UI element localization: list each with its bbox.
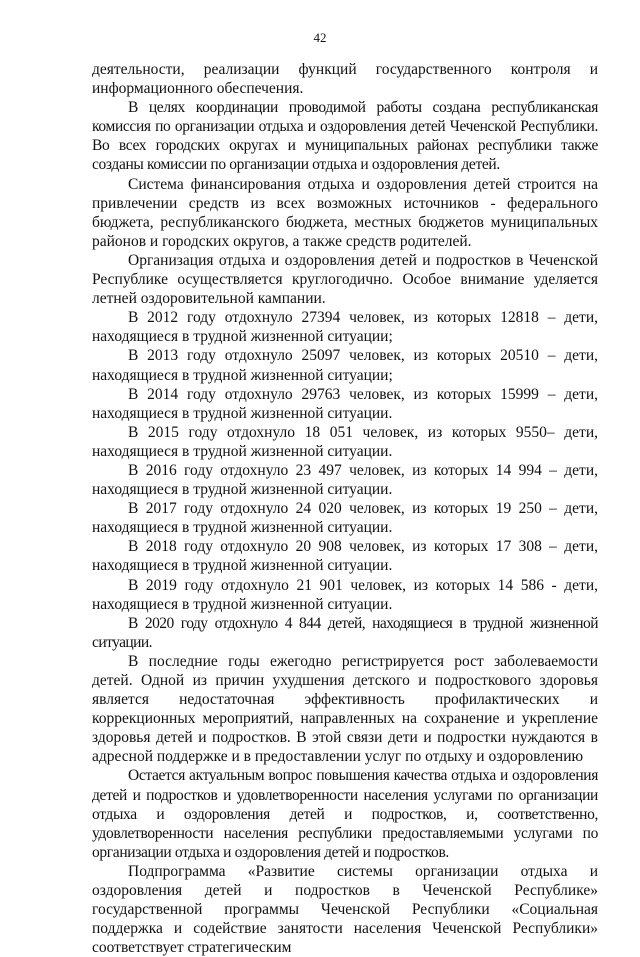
paragraph: В 2019 году отдохнуло 21 901 человек, из которых 14 586 - дети, находящиеся в трудной жизненной ситуации. bbox=[92, 576, 598, 613]
paragraph: Остается актуальным вопрос повышения качества отдыха и оздоровления детей и подростков и удовлетворенности населения услугами по организации отдыха и оздоровления детей и подростков, и, соответственно, удовлетворенности населения республики предоставляемыми услугами по организации отдыха и оздоровления детей и подростков. bbox=[92, 767, 598, 861]
paragraph: В целях координации проводимой работы создана республиканская комиссия по организации отдыха и оздоровления детей Чеченской Республики. Во всех городских округах и муниципальных районах республики также созданы комиссии по организации отдыха и оздоровления детей. bbox=[92, 99, 598, 174]
paragraph: В 2017 году отдохнуло 24 020 человек, из которых 19 250 – дети, находящиеся в трудной жизненной ситуации. bbox=[92, 500, 598, 537]
paragraph: Подпрограмма «Развитие системы организации отдыха и оздоровления детей и подростков в Чеченской Республике» государственной программы Чеченской Республики «Социальная поддержка и содействие занятости населения Чеченской Республики» соответствует стратегическим bbox=[92, 862, 598, 957]
paragraph: В 2018 году отдохнуло 20 908 человек, из которых 17 308 – дети, находящиеся в трудной жизненной ситуации. bbox=[92, 538, 598, 575]
body-text bbox=[92, 60, 598, 957]
page-number: 42 bbox=[313, 30, 327, 45]
paragraph: В 2020 году отдохнуло 4 844 детей, находящиеся в трудной жизненной ситуации. bbox=[92, 614, 598, 651]
paragraph: В 2015 году отдохнуло 18 051 человек, из которых 9550– дети, находящиеся в трудной жизненной ситуации. bbox=[92, 423, 598, 460]
paragraph: В 2012 году отдохнуло 27394 человек, из которых 12818 – дети, находящиеся в трудной жизненной ситуации; bbox=[92, 309, 598, 346]
paragraph: деятельности, реализации функций государственного контроля и информационного обеспечения. bbox=[92, 61, 598, 98]
paragraph: В 2013 году отдохнуло 25097 человек, из которых 20510 – дети, находящиеся в трудной жизненной ситуации; bbox=[92, 347, 598, 384]
paragraph: Система финансирования отдыха и оздоровления детей строится на привлечении средств из всех возможных источников - федерального бюджета, республиканского бюджета, местных бюджетов муниципальных районов и городских округов, а также средств родителей. bbox=[92, 175, 598, 250]
paragraph: В 2016 году отдохнуло 23 497 человек, из которых 14 994 – дети, находящиеся в трудной жизненной ситуации. bbox=[92, 461, 598, 499]
paragraph: В последние годы ежегодно регистрируется рост заболеваемости детей. Одной из причин ухудшения детского и подросткового здоровья является недостаточная эффективность профилактических и коррекционных мероприятий, направленных на сохранение и укрепление здоровья детей и подростков. В этой связи дети и подростки нуждаются в адресной поддержке и в предоставлении услуг по отдыху и оздоровлению bbox=[92, 652, 598, 766]
paragraph: Организация отдыха и оздоровления детей и подростков в Чеченской Республике осуществляется круглогодично. Особое внимание уделяется летней оздоровительной кампании. bbox=[92, 251, 598, 308]
paragraph: В 2014 году отдохнуло 29763 человек, из которых 15999 – дети, находящиеся в трудной жизненной ситуации. bbox=[92, 385, 598, 422]
